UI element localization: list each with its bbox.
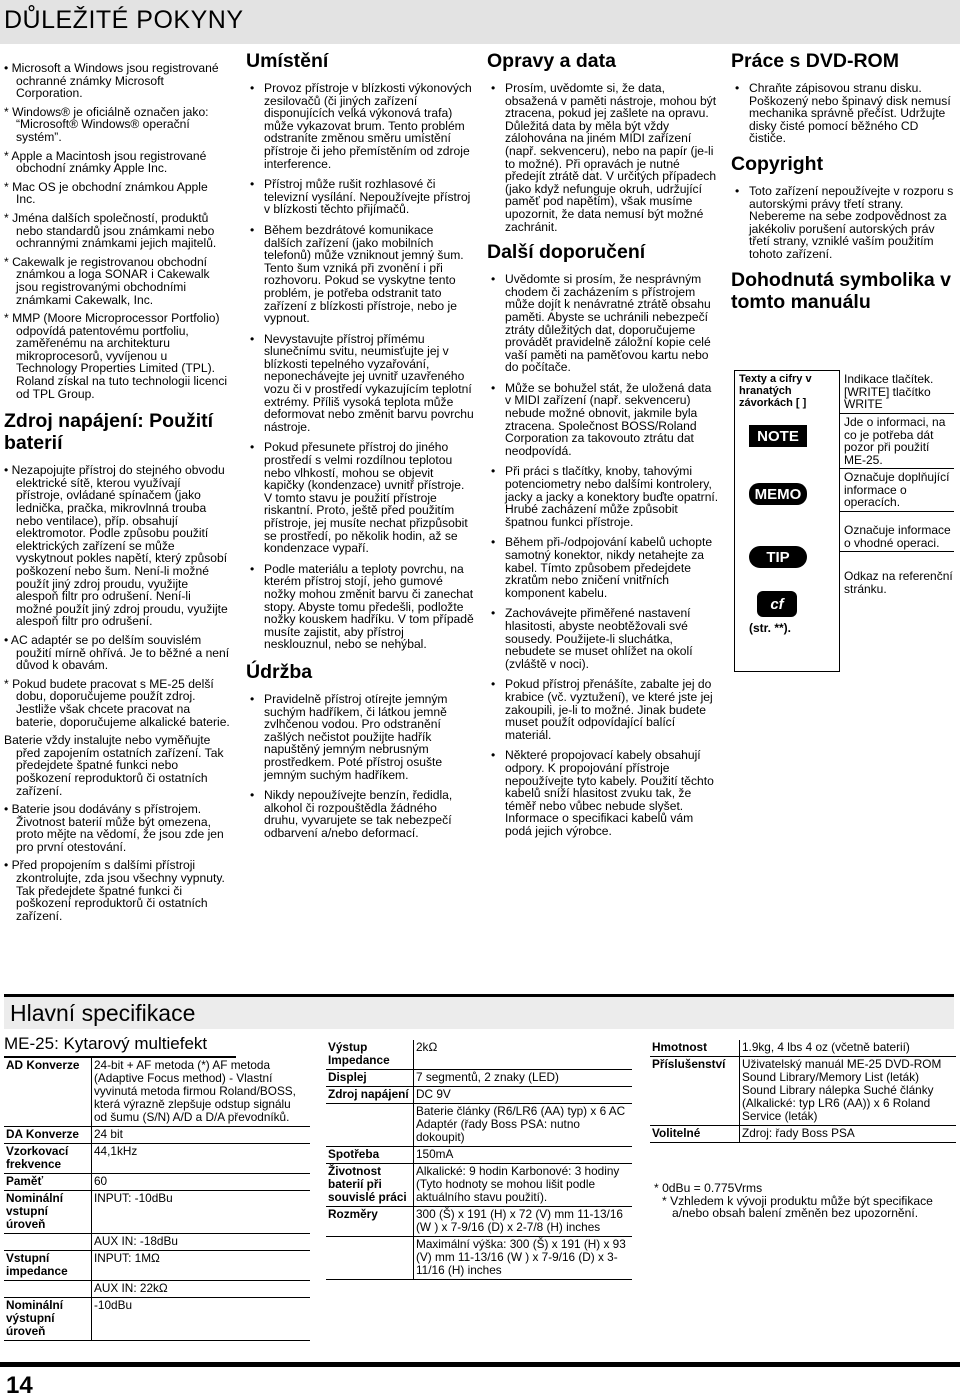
spec-value: 1.9kg, 4 lbs 4 oz (včetně baterií) bbox=[740, 1040, 957, 1057]
spec-value: 24 bit bbox=[92, 1127, 311, 1144]
spec-value: Maximální výška: 300 (Š) x 191 (H) x 93 (V) mm 11-13/16 (W ) x 7-9/16 (D) x 3-11/16 (H) inches bbox=[414, 1237, 633, 1280]
spec-row bbox=[4, 1127, 310, 1144]
legend-text-brackets: Indikace tlačítek. [WRITE] tlačítko WRITE bbox=[840, 373, 954, 414]
spec-row bbox=[326, 1104, 632, 1147]
power-note: • Nezapojujte přístroj do stejného obvodu elektrické sítě, kterou využívají přístroje, ovládané spínačem (jako lednička, pračka, mikrovlnná trouba nebo ventilace), příp. obsahují elektromotor. Podle způsobu použití elektrických zařízení se může vyskytnout pokles napětí, který způsobí poškození nebo šum. Není-li možné použít jiný zdroj proudu, využijte alespoň filtr pro odrušení. Není-li možné použít jiný zdroj proudu, využijte alespoň filtr pro odrušení. bbox=[4, 463, 228, 629]
maintenance-heading: Údržba bbox=[246, 660, 313, 683]
footer-bar bbox=[0, 1362, 960, 1367]
power-note: • Baterie jsou dodávány s přístrojem. Životnost baterií může být omezena, proto mějte na vědomí, že jsou zde jen pro první otestování. bbox=[4, 802, 224, 854]
spec-value: DC 9V bbox=[414, 1087, 633, 1104]
spec-row bbox=[326, 1070, 632, 1087]
spec-table-1 bbox=[4, 1058, 310, 1341]
recommendations-heading: Další doporučení bbox=[487, 241, 646, 264]
spec-row bbox=[326, 1164, 632, 1207]
page-number: 14 bbox=[6, 1372, 33, 1399]
column-dvd bbox=[731, 50, 955, 323]
spec-row bbox=[650, 1057, 956, 1126]
dvd-heading: Práce s DVD-ROM bbox=[731, 50, 899, 72]
spec-label: Vstupní impedance bbox=[4, 1251, 92, 1281]
legend-header: Texty a cifry v hranatých závorkách [ ] bbox=[739, 373, 812, 409]
recommendation-item: • Může se bohužel stát, že uložená data v MIDI zařízení (např. sekvenceru) nebude možné obnovit, jakmile byla ztracena. Společnost BOSS/Roland Corporation za takovouto ztrátu dat neodpovídá. bbox=[487, 382, 719, 458]
power-note: Baterie vždy instalujte nebo vyměňujte před zapojením ostatních zařízení. Tak předejdete špatné funkci nebo poškození reproduktorů či ostatních zařízení. bbox=[4, 733, 224, 798]
placement-item: • Nevystavujte přístroj přímému slunečnímu svitu, neumisťujte jej v blízkosti tepelného vyzařování, neponechávejte jej uvnitř uzavřeného vozu či v prostředí vykazujícím teplotní extrémy. Příliš vysoká teplota může deformovat nebo změnit barvu povrchu nástroje. bbox=[246, 333, 474, 434]
spec-table-2 bbox=[326, 1040, 632, 1280]
spec-label: DA Konverze bbox=[4, 1127, 92, 1144]
spec-label: Hmotnost bbox=[650, 1040, 740, 1057]
spec-label bbox=[4, 1234, 92, 1251]
spec-label: Vzorkovací frekvence bbox=[4, 1144, 92, 1174]
spec-heading-bar bbox=[4, 994, 954, 1029]
spec-value: Uživatelský manuál ME-25 DVD-ROM Sound Library/Memory List (leták) Sound Library nálepka Suché články (Alkalické: typ LR6 (AA)) x 6 Roland Service (leták) bbox=[740, 1057, 957, 1126]
recommendation-item: • Uvědomte si prosím, že nesprávným chodem či zacházením s přístrojem může dojít k nenávratné ztrátě obsahu paměti. Abyste se uchránili nebezpečí ztráty důležitých dat, doporučujeme provádět pravidelně záložní kopie celé vaší paměti na paměťovou kartu nebo do počítače. bbox=[487, 273, 719, 374]
spec-row bbox=[4, 1281, 310, 1298]
recommendation-item: • Při práci s tlačítky, knoby, tahovými potenciometry nebo dalšími kontrolery, jacky a jacky a konektory buďte opatrní. Hrubé zacházení může způsobit špatnou funkci přístroje. bbox=[487, 465, 719, 528]
spec-row bbox=[326, 1087, 632, 1104]
tip-icon: TIP bbox=[749, 546, 807, 568]
spec-label: Výstup Impedance bbox=[326, 1040, 414, 1070]
spec-value: Baterie články (R6/LR6 (AA) typ) x 6 AC Adaptér (řady Boss PSA: nutno dokoupit) bbox=[414, 1104, 633, 1147]
spec-notes bbox=[654, 1182, 954, 1220]
recommendation-item: • Během při-/odpojování kabelů uchopte samotný konektor, nikdy netahejte za kabel. Tímto způsobem předejdete zkratům nebo zničení vnitřních komponent kabelu. bbox=[487, 536, 719, 599]
spec-row bbox=[4, 1234, 310, 1251]
trademark-note: * Windows® je oficiálně označen jako: “Microsoft® Windows® operační systém”. bbox=[4, 104, 209, 144]
placement-item: • Podle materiálu a teploty povrchu, na kterém přístroj stojí, jeho gumové nožky mohou změnit barvu či zanechat stopy. Abyste tomu předešli, podložte nožky kouskem hadříku. V tom případě musíte zajistit, aby přístroj nesklouznul, nebo se nehýbal. bbox=[246, 563, 474, 651]
spec-value: Alkalické: 9 hodin Karbonové: 3 hodiny (Tyto hodnoty se mohou lišit podle aktuálního stavu použití). bbox=[414, 1164, 633, 1207]
spec-label: Volitelné bbox=[650, 1126, 740, 1143]
repairs-item: • Prosím, uvědomte si, že data, obsažená v paměti nástroje, mohou být ztracena, pokud jej zašlete na opravu. Důležitá data by měla být vždy zálohována na jiném MIDI zařízení (např. sekvenceru), nebo na papír (je-li to možné). Při opravách je nutné předejít ztrátě dat. V určitých případech (jako když nefunguje okruh, udržující paměť pod napětím), však musíme upozornit, že data nemusí být možné zachránit. bbox=[487, 82, 719, 233]
spec-value: 44,1kHz bbox=[92, 1144, 311, 1174]
placement-item: • Během bezdrátové komunikace dalších zařízení (jako mobilních telefonů) může vzniknout jemný šum. Tento šum vzniká při zvonění i při rozhovoru. Pokud se vyskytne tento problém, je potřeba odstranit tato zařízení z blízkosti přístroje, nebo je vypnout. bbox=[246, 224, 474, 325]
spec-value: 2kΩ bbox=[414, 1040, 633, 1070]
spec-table-3 bbox=[650, 1040, 956, 1143]
cf-icon: cf bbox=[757, 591, 797, 617]
memo-icon: MEMO bbox=[749, 483, 807, 505]
spec-value: 300 (Š) x 191 (H) x 72 (V) mm 11-13/16 (W ) x 7-9/16 (D) x 2-7/8 (H) inches bbox=[414, 1207, 633, 1237]
trademark-note: * Cakewalk je registrovanou obchodní známkou a loga SONAR i Cakewalk jsou registrovanými obchodními známkami Cakewalk, Inc. bbox=[4, 254, 210, 307]
spec-row bbox=[326, 1237, 632, 1280]
trademark-note: • Microsoft a Windows jsou registrované ochranné známky Microsoft Corporation. bbox=[4, 61, 219, 101]
spec-label: AD Konverze bbox=[4, 1058, 92, 1127]
placement-item: • Provoz přístroje v blízkosti výkonových zesilovačů (či jiných zařízení disponujících velká výkonová trafa) může vykazovat brum. Tento problém odstraníte změnou směru umístění přístroje či jeho přemístěním od zdroje interference. bbox=[246, 82, 474, 170]
spec-row bbox=[4, 1191, 310, 1234]
spec-heading: Hlavní specifikace bbox=[10, 1000, 196, 1026]
spec-value: AUX IN: 22kΩ bbox=[92, 1281, 311, 1298]
spec-label: Rozměry bbox=[326, 1207, 414, 1237]
placement-item: • Pokud přesunete přístroj do jiného prostředí s velmi rozdílnou teplotou nebo vlhkostí, mohou se objevit kapičky (kondenzace) uvnitř přístroje. V tomto stavu je použití přístroje riskantní. Proto, ještě před použitím přístroje, jej musíte nechat přizpůsobit se prostředí, po několik hodin, až se kondenzace vypaří. bbox=[246, 441, 474, 554]
copyright-heading: Copyright bbox=[731, 152, 824, 175]
spec-row bbox=[326, 1040, 632, 1070]
spec-row bbox=[4, 1058, 310, 1127]
spec-label: Paměť bbox=[4, 1174, 92, 1191]
legend-text-note: Jde o informaci, na co je potřeba dát pozor při použití ME-25. bbox=[840, 416, 954, 469]
legend-ref: (str. **). bbox=[749, 621, 792, 635]
legend-symbol-box bbox=[734, 370, 840, 672]
spec-label: Příslušenství bbox=[650, 1057, 740, 1126]
spec-value: INPUT: -10dBu bbox=[92, 1191, 311, 1234]
spec-label bbox=[4, 1281, 92, 1298]
power-note: • Před propojením s dalšími přístroji zkontrolujte, zda jsou všechny vypnuty. Tak předejdete špatné funkci či poškození reproduktorů či ostatních zařízení. bbox=[4, 858, 225, 923]
spec-value: 60 bbox=[92, 1174, 311, 1191]
page-title: DŮLEŽITÉ POKYNY bbox=[4, 6, 244, 34]
dvd-item: • Chraňte zápisovou stranu disku. Poškozený nebo špinavý disk nemusí mechanika správně přečíst. Udržujte disky čisté pomocí běžného CD čističe. bbox=[731, 82, 955, 145]
spec-label: Zdroj napájení bbox=[326, 1087, 414, 1104]
spec-row bbox=[4, 1144, 310, 1174]
column-trademarks bbox=[4, 62, 230, 928]
spec-subtitle: ME-25: Kytarový multiefekt bbox=[4, 1034, 236, 1058]
spec-value: 7 segmentů, 2 znaky (LED) bbox=[414, 1070, 633, 1087]
spec-row bbox=[326, 1147, 632, 1164]
page-header-bar bbox=[0, 0, 960, 44]
trademark-note: * Jména dalších společností, produktů nebo standardů jsou známkami nebo ochrannými známkami jejich majitelů. bbox=[4, 210, 217, 251]
maintenance-item: • Nikdy nepoužívejte benzín, ředidla, alkohol či rozpouštědla žádného druhu, vyvarujete se tak nebezpečí odbarvení a/nebo deformací. bbox=[246, 789, 474, 839]
recommendation-item: • Některé propojovací kabely obsahují odpory. K propojování přístroje nepoužívejte tyto kabely. Použití těchto kabelů sníží hlasitost zvuku tak, že téměř nebo vůbec nebude slyšet. Informace o specifikaci kabelů vám podá jejich výrobce. bbox=[487, 749, 719, 837]
spec-note-2: * Vzhledem k vývoji produktu může být specifikace a/nebo obsah balení změněn bez upozornění. bbox=[662, 1193, 933, 1221]
trademark-note: * Apple a Macintosh jsou registrované obchodní známky Apple Inc. bbox=[4, 148, 207, 176]
spec-label: Spotřeba bbox=[326, 1147, 414, 1164]
spec-note-1: * 0dBu = 0.775Vrms bbox=[654, 1181, 763, 1195]
legend-text-tip: Označuje informace o vhodné operaci. bbox=[840, 524, 954, 552]
spec-value: Zdroj: řady Boss PSA bbox=[740, 1126, 957, 1143]
spec-row bbox=[4, 1174, 310, 1191]
spec-label: Nominální výstupní úroveň bbox=[4, 1298, 92, 1341]
spec-label: Životnost baterií při souvislé práci bbox=[326, 1164, 414, 1207]
spec-value: 24-bit + AF metoda (*) AF metoda (Adaptive Focus method) - Vlastní vyvinutá metoda firmou Roland/BOSS, která výrazně zlepšuje odstup signálu od šumu (S/N) A/D a D/A převodníků. bbox=[92, 1058, 311, 1127]
spec-value: 150mA bbox=[414, 1147, 633, 1164]
column-placement bbox=[246, 50, 474, 847]
spec-value: AUX IN: -18dBu bbox=[92, 1234, 311, 1251]
spec-row bbox=[4, 1251, 310, 1281]
power-heading: Zdroj napájení: Použití baterií bbox=[4, 410, 214, 455]
spec-value: INPUT: 1MΩ bbox=[92, 1251, 311, 1281]
legend-text-memo: Označuje doplňující informace o operacích. bbox=[840, 471, 954, 512]
repairs-heading: Opravy a data bbox=[487, 50, 616, 72]
trademark-note: * MMP (Moore Microprocessor Portfolio) odpovídá patentovému portfoliu, zaměřenému na architekturu mikroprocesorů, vyvíjenou u Technology Properties Limited (TPL). Roland získal na tuto technologii licenci od TPL Group. bbox=[4, 311, 228, 401]
spec-row bbox=[650, 1126, 956, 1143]
spec-row bbox=[650, 1040, 956, 1057]
spec-row bbox=[326, 1207, 632, 1237]
spec-label: Nominální vstupní úroveň bbox=[4, 1191, 92, 1234]
spec-label: Displej bbox=[326, 1070, 414, 1087]
spec-value: -10dBu bbox=[92, 1298, 311, 1341]
recommendation-item: • Pokud přístroj přenášíte, zabalte jej do krabice (vč. vyztužení), ve které jste jej zakoupili, je-li to možné. Jinak budete muset použít odpovídající balící materiál. bbox=[487, 678, 719, 741]
power-note: • AC adaptér se po delším souvislém použití mírně ohřívá. Je to běžné a není důvod k obavám. bbox=[4, 632, 230, 673]
legend-text-cf: Odkaz na referenční stránku. bbox=[844, 569, 953, 596]
recommendation-item: • Zachovávejte přiměřené nastavení hlasitosti, abyste neobtěžovali své sousedy. Použijete-li sluchátka, nebudete se muset ohlížet na okolí (zvláště v noci). bbox=[487, 607, 719, 670]
spec-label bbox=[326, 1237, 414, 1280]
trademark-note: * Mac OS je obchodní známkou Apple Inc. bbox=[4, 179, 208, 207]
copyright-item: • Toto zařízení nepoužívejte v rozporu s autorskými právy třetí strany. Nebereme na sebe zodpovědnost za jakékoliv porušení autorských práv třetí strany, vzniklé vaším použitím tohoto zařízení. bbox=[731, 185, 955, 261]
spec-label bbox=[326, 1104, 414, 1147]
spec-row bbox=[4, 1298, 310, 1341]
note-icon: NOTE bbox=[749, 425, 807, 447]
symbols-heading: Dohodnutá symbolika v tomto manuálu bbox=[731, 268, 951, 313]
column-repairs bbox=[487, 50, 719, 845]
maintenance-item: • Pravidelně přístroj otírejte jemným suchým hadříkem, či látkou jemně zvlhčenou vodou. Pro odstranění zašlých nečistot použijte hadřík napuštěný jemným nebrusným prostředkem. Poté přístroj osušte jemným suchým hadříkem. bbox=[246, 693, 474, 781]
placement-item: • Přístroj může rušit rozhlasové či televizní vysílání. Nepoužívejte přístroj v blízkosti těchto přijímačů. bbox=[246, 178, 474, 216]
power-note: * Pokud budete pracovat s ME-25 delší dobu, doporučujeme použít zdroj. Jestliže však chcete pracovat na baterie, doporučujeme alkalické baterie. bbox=[4, 676, 230, 729]
placement-heading: Umístění bbox=[246, 50, 329, 72]
